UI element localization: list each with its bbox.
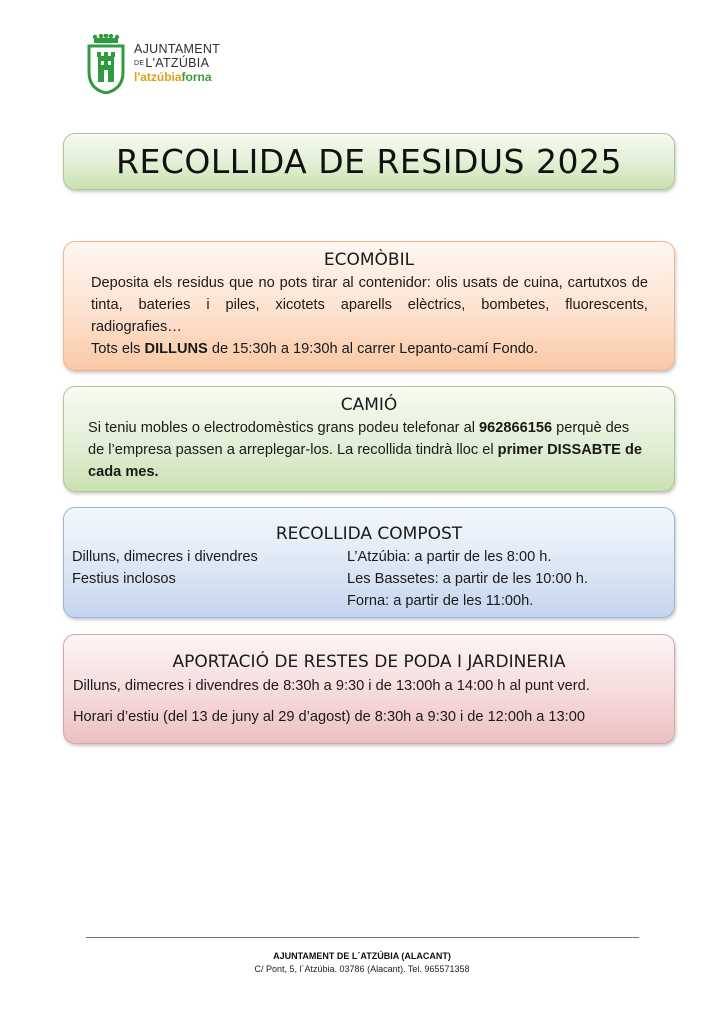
footer-organization: AJUNTAMENT DE L´ATZÚBIA (ALACANT) bbox=[273, 951, 451, 961]
ecomobil-description: Deposita els residus que no pots tirar al contenidor: olis usats de cuina, cartutxos de tinta, bateries i piles, xicotets aparells elèctrics, bombetes, fluorescents, radiografies… bbox=[91, 275, 648, 335]
compost-times bbox=[347, 546, 588, 612]
footer-divider bbox=[86, 937, 639, 938]
ecomobil-heading: ECOMÒBIL bbox=[323, 250, 415, 270]
municipal-name bbox=[134, 42, 244, 84]
poda-summer-schedule: Horari d’estiu (del 13 de juny al 29 d’agost) de 8:30h a 9:30 i de 12:00h a 13:00 bbox=[73, 709, 585, 725]
municipal-logo bbox=[86, 34, 236, 96]
title-banner bbox=[63, 133, 675, 190]
compost-heading: RECOLLIDA COMPOST bbox=[275, 524, 463, 544]
logo-line-2 bbox=[134, 56, 244, 70]
compost-time-line: Les Bassetes: a partir de les 10:00 h. bbox=[347, 571, 588, 587]
compost-days-line: Festius inclosos bbox=[72, 571, 176, 587]
compost-time-line: Forna: a partir de les 11:00h. bbox=[347, 593, 534, 609]
camio-text-bold: primer DISSABTE de cada mes. bbox=[88, 442, 643, 480]
logo-line-2-text: L'ATZÚBIA bbox=[145, 56, 210, 70]
poda-schedule: Dilluns, dimecres i divendres de 8:30h a 9:30 i de 13:00h a 14:00 h al punt verd. bbox=[73, 678, 590, 694]
ecomobil-schedule-post: de 15:30h a 19:30h al carrer Lepanto-camí Fondo. bbox=[207, 341, 538, 357]
ecomobil-schedule-pre: Tots els bbox=[91, 341, 145, 357]
logo-line-1: AJUNTAMENT bbox=[134, 42, 221, 56]
compost-days-line: Dilluns, dimecres i divendres bbox=[72, 549, 258, 565]
camio-text-mid: perquè des de l’empresa passen a arreplegar-los. La recollida tindrà lloc el bbox=[88, 420, 630, 458]
compost-time-line: L’Atzúbia: a partir de les 8:00 h. bbox=[347, 549, 552, 565]
camio-text bbox=[88, 417, 644, 483]
logo-tagline-part-1: l'atzúbia bbox=[134, 70, 182, 84]
compost-section bbox=[63, 507, 675, 618]
logo-tagline bbox=[134, 70, 244, 84]
camio-phone: 962866156 bbox=[479, 420, 553, 436]
poda-heading: APORTACIÓ DE RESTES DE PODA I JARDINERIA bbox=[172, 652, 566, 672]
logo-tagline-part-2: forna bbox=[181, 70, 212, 84]
camio-heading: CAMIÓ bbox=[340, 395, 398, 415]
poda-section bbox=[63, 634, 675, 744]
camio-section bbox=[63, 386, 675, 492]
ecomobil-section bbox=[63, 241, 675, 371]
logo-line-2-prefix: DE bbox=[134, 59, 145, 67]
camio-text-pre: Si teniu mobles o electrodomèstics grans podeu telefonar al bbox=[88, 420, 480, 436]
coat-of-arms-icon bbox=[86, 34, 126, 94]
compost-days bbox=[72, 546, 258, 590]
ecomobil-text bbox=[91, 272, 648, 360]
page-title: RECOLLIDA DE RESIDUS 2025 bbox=[116, 142, 622, 181]
ecomobil-schedule-day: DILLUNS bbox=[144, 341, 208, 357]
footer-address: C/ Pont, 5, l´Atzúbia. 03786 (Alacant). Tel. 965571358 bbox=[254, 964, 470, 974]
